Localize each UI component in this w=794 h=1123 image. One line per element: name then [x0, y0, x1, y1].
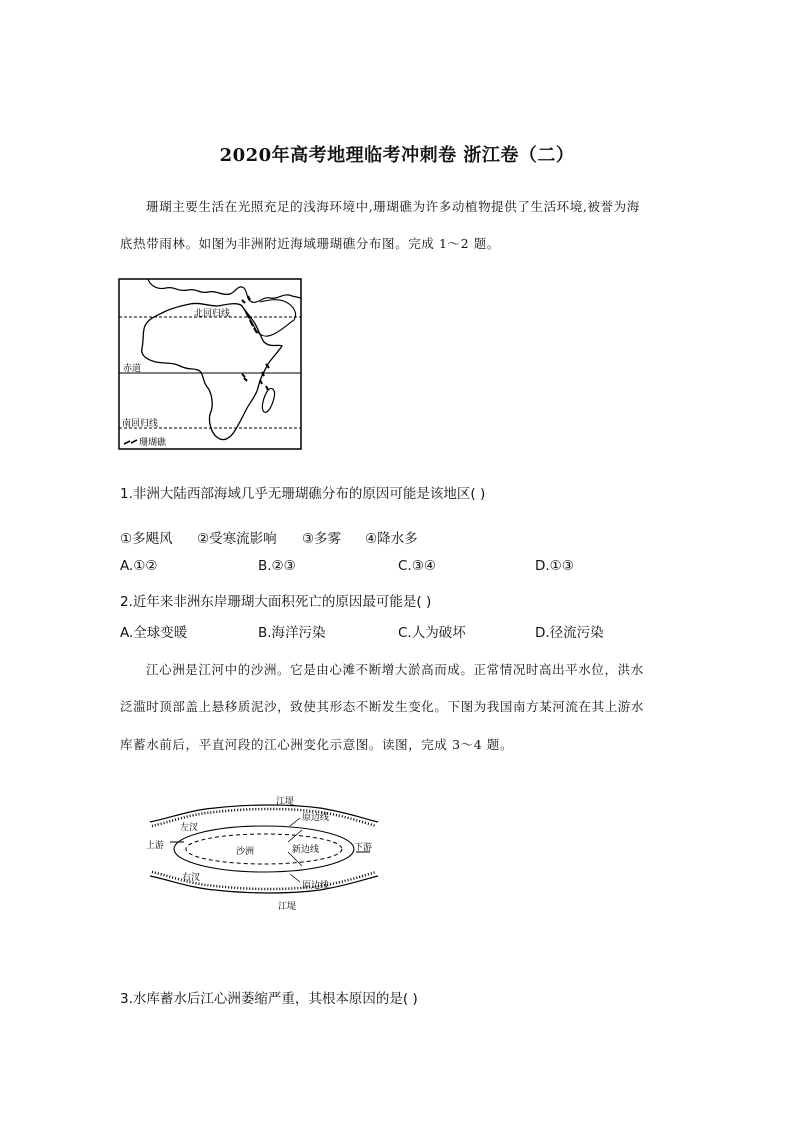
passage2-line3: 库蓄水前后，平直河段的江心洲变化示意图。读图，完成 3～4 题。: [120, 737, 514, 752]
upstream-label: 上游: [146, 841, 165, 851]
river-island-diagram: [140, 792, 390, 912]
passage1-line1: 珊瑚主要生活在光照充足的浅海环境中,珊瑚礁为许多动植物提供了生活环境,被誉为海: [146, 199, 640, 214]
sandbar-label: 沙洲: [236, 847, 255, 857]
q1-option-b[interactable]: B.②③: [258, 558, 296, 574]
q1-item-3: ③多雾: [302, 531, 342, 547]
q1-item-4: ④降水多: [365, 531, 418, 547]
q2-option-a[interactable]: A.全球变暖: [120, 625, 188, 641]
africa-coral-map: [118, 278, 302, 450]
equator-label: 赤道: [123, 364, 142, 374]
q1-stem: 1.非洲大陆西部海域几乎无珊瑚礁分布的原因可能是该地区( ): [120, 486, 486, 502]
legend-label: 珊瑚礁: [139, 438, 167, 448]
page-title: 2020年高考地理临考冲刺卷 浙江卷（二）: [219, 145, 575, 166]
old-line-bottom-label: 原边线: [302, 881, 330, 891]
right-branch-label: 右汊: [182, 873, 201, 883]
dike-top-label: 江堤: [276, 797, 295, 807]
old-line-top-label: 原边线: [302, 813, 330, 823]
q2-option-c[interactable]: C.人为破坏: [398, 625, 466, 641]
q1-option-d[interactable]: D.①③: [535, 558, 574, 574]
q1-item-2: ②受寒流影响: [197, 531, 277, 547]
q1-option-a[interactable]: A.①②: [120, 558, 158, 574]
left-branch-label: 左汊: [180, 823, 199, 833]
q1-item-1: ①多飓风: [120, 531, 173, 547]
new-line-label: 新边线: [292, 845, 320, 855]
tropic-south-label: 南回归线: [122, 419, 159, 429]
q2-stem: 2.近年来非洲东岸珊瑚大面积死亡的原因最可能是( ): [120, 594, 432, 610]
q1-option-c[interactable]: C.③④: [398, 558, 436, 574]
downstream-label: 下游: [354, 843, 373, 853]
passage1-line2: 底热带雨林。如图为非洲附近海域珊瑚礁分布图。完成 1～2 题。: [120, 236, 500, 251]
dike-bottom-label: 江堤: [278, 902, 297, 912]
q3-stem: 3.水库蓄水后江心洲萎缩严重，其根本原因的是( ): [120, 991, 418, 1007]
q2-option-b[interactable]: B.海洋污染: [258, 625, 326, 641]
passage2-line2: 泛滥时顶部盖上悬移质泥沙，致使其形态不断发生变化。下图为我国南方某河流在其上游水: [120, 699, 645, 714]
tropic-north-label: 北回归线: [194, 309, 231, 319]
q2-option-d[interactable]: D.径流污染: [535, 625, 604, 641]
passage2-line1: 江心洲是江河中的沙洲。它是由心滩不断增大淤高而成。正常情况时高出平水位，洪水: [146, 662, 644, 677]
